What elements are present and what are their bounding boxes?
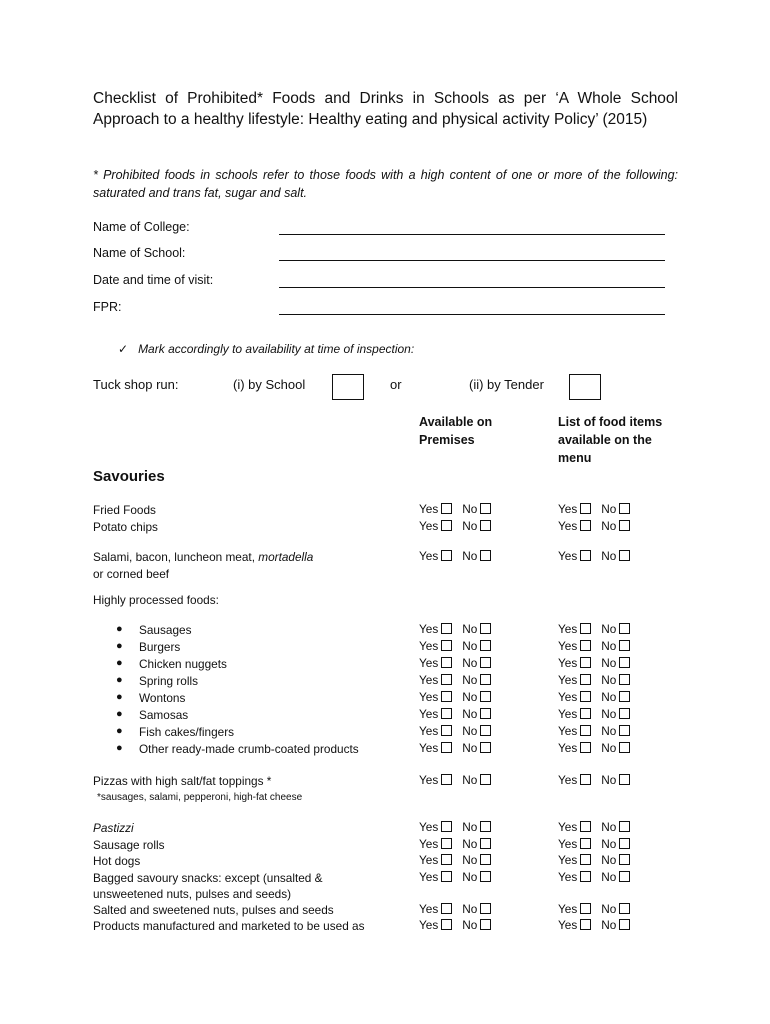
no-label: No: [462, 853, 478, 867]
no-label: No: [462, 820, 478, 834]
list-item: Other ready-made crumb-coated products: [139, 742, 359, 756]
yes-no-group-menu: [558, 622, 630, 636]
no-label: No: [601, 519, 617, 533]
yes-label: Yes: [419, 639, 439, 653]
yes-checkbox[interactable]: [580, 691, 591, 702]
yes-checkbox[interactable]: [580, 742, 591, 753]
yes-label: Yes: [419, 853, 439, 867]
no-checkbox[interactable]: [619, 854, 630, 865]
no-label: No: [601, 773, 617, 787]
no-checkbox[interactable]: [619, 640, 630, 651]
yes-no-group-available: [419, 853, 491, 867]
no-checkbox[interactable]: [619, 919, 630, 930]
fpr-input-line[interactable]: [279, 314, 665, 315]
yes-no-group-available: [419, 724, 491, 738]
field-label-fpr: FPR:: [93, 300, 122, 314]
yes-no-group-available: [419, 707, 491, 721]
row-footnote: *sausages, salami, pepperoni, high-fat cheese: [97, 792, 303, 803]
yes-no-group-menu: [558, 773, 630, 787]
bullet-icon: ●: [116, 623, 123, 635]
yes-label: Yes: [558, 639, 578, 653]
no-label: No: [462, 673, 478, 687]
no-label: No: [601, 820, 617, 834]
no-checkbox[interactable]: [619, 674, 630, 685]
no-checkbox[interactable]: [480, 691, 491, 702]
list-item: Samosas: [139, 708, 189, 722]
yes-label: Yes: [558, 673, 578, 687]
no-label: No: [462, 707, 478, 721]
yes-no-group-menu: [558, 549, 630, 563]
no-checkbox[interactable]: [619, 657, 630, 668]
yes-no-group-available: [419, 820, 491, 834]
list-item: Spring rolls: [139, 674, 199, 688]
no-label: No: [462, 656, 478, 670]
yes-checkbox[interactable]: [580, 871, 591, 882]
no-checkbox[interactable]: [480, 725, 491, 736]
yes-checkbox[interactable]: [580, 838, 591, 849]
row-label: Highly processed foods:: [93, 593, 219, 607]
yes-no-group-available: [419, 673, 491, 687]
yes-label: Yes: [419, 724, 439, 738]
yes-label: Yes: [419, 622, 439, 636]
no-label: No: [462, 549, 478, 563]
row-label: Sausage rolls: [93, 838, 165, 852]
bullet-icon: ●: [116, 674, 123, 686]
tuck-or-label: or: [390, 377, 402, 392]
no-label: No: [462, 519, 478, 533]
no-label: No: [601, 673, 617, 687]
yes-checkbox[interactable]: [441, 774, 452, 785]
yes-no-group-menu: [558, 639, 630, 653]
row-label: Bagged savoury snacks: except (unsalted &: [93, 871, 323, 885]
row-label: Pizzas with high salt/fat toppings *: [93, 774, 272, 788]
column-header-available: Available on Premises: [419, 415, 493, 447]
list-item: Sausages: [139, 623, 192, 637]
no-label: No: [601, 690, 617, 704]
yes-no-group-menu: [558, 853, 630, 867]
no-label: No: [601, 837, 617, 851]
no-checkbox[interactable]: [480, 674, 491, 685]
field-label-college: Name of College:: [93, 220, 190, 234]
row-label: Hot dogs: [93, 854, 141, 868]
yes-label: Yes: [419, 549, 439, 563]
yes-label: Yes: [558, 707, 578, 721]
yes-no-group-available: [419, 639, 491, 653]
yes-label: Yes: [558, 724, 578, 738]
no-label: No: [462, 724, 478, 738]
checkmark-icon: ✓: [118, 342, 129, 356]
yes-checkbox[interactable]: [441, 871, 452, 882]
yes-checkbox[interactable]: [580, 674, 591, 685]
yes-no-group-menu: [558, 918, 630, 932]
bullet-icon: ●: [116, 640, 123, 652]
no-checkbox[interactable]: [480, 854, 491, 865]
yes-no-group-available: [419, 902, 491, 916]
no-label: No: [601, 902, 617, 916]
yes-no-group-available: [419, 656, 491, 670]
no-checkbox[interactable]: [619, 708, 630, 719]
yes-checkbox[interactable]: [441, 708, 452, 719]
college-input-line[interactable]: [279, 234, 665, 235]
prohibited-note: * Prohibited foods in schools refer to those foods with a high content of one or more of the following: saturated and trans fat, sugar and salt.: [93, 168, 678, 200]
bullet-icon: ●: [116, 657, 123, 669]
yes-no-group-available: [419, 519, 491, 533]
no-checkbox[interactable]: [480, 503, 491, 514]
yes-checkbox[interactable]: [441, 919, 452, 930]
no-checkbox[interactable]: [619, 903, 630, 914]
row-label: Salted and sweetened nuts, pulses and seeds: [93, 903, 334, 917]
no-label: No: [601, 622, 617, 636]
yes-label: Yes: [558, 741, 578, 755]
yes-no-group-menu: [558, 870, 630, 884]
yes-checkbox[interactable]: [580, 640, 591, 651]
yes-checkbox[interactable]: [580, 854, 591, 865]
yes-label: Yes: [419, 773, 439, 787]
yes-label: Yes: [419, 837, 439, 851]
no-checkbox[interactable]: [619, 520, 630, 531]
yes-checkbox[interactable]: [580, 903, 591, 914]
yes-label: Yes: [419, 918, 439, 932]
list-item: Burgers: [139, 640, 181, 654]
yes-no-group-menu: [558, 902, 630, 916]
yes-checkbox[interactable]: [441, 520, 452, 531]
no-checkbox[interactable]: [619, 725, 630, 736]
no-checkbox[interactable]: [480, 520, 491, 531]
row-label: Pastizzi: [93, 821, 134, 835]
tuck-tender-checkbox[interactable]: [569, 374, 601, 400]
no-checkbox[interactable]: [480, 774, 491, 785]
school-input-line[interactable]: [279, 260, 665, 261]
no-checkbox[interactable]: [480, 838, 491, 849]
tuck-shop-label: Tuck shop run:: [93, 377, 179, 392]
yes-checkbox[interactable]: [580, 708, 591, 719]
yes-checkbox[interactable]: [441, 691, 452, 702]
yes-no-group-menu: [558, 724, 630, 738]
yes-no-group-menu: [558, 656, 630, 670]
yes-label: Yes: [558, 773, 578, 787]
yes-checkbox[interactable]: [441, 903, 452, 914]
no-label: No: [601, 549, 617, 563]
yes-label: Yes: [419, 707, 439, 721]
no-label: No: [462, 622, 478, 636]
no-checkbox[interactable]: [619, 774, 630, 785]
yes-label: Yes: [419, 673, 439, 687]
yes-checkbox[interactable]: [580, 725, 591, 736]
yes-checkbox[interactable]: [580, 774, 591, 785]
yes-label: Yes: [558, 519, 578, 533]
yes-label: Yes: [419, 820, 439, 834]
yes-no-group-available: [419, 622, 491, 636]
yes-label: Yes: [419, 741, 439, 755]
no-label: No: [601, 741, 617, 755]
yes-no-group-menu: [558, 502, 630, 516]
yes-checkbox[interactable]: [441, 657, 452, 668]
bullet-icon: ●: [116, 708, 123, 720]
row-label: Products manufactured and marketed to be used as: [93, 919, 365, 933]
no-label: No: [601, 870, 617, 884]
yes-checkbox[interactable]: [580, 623, 591, 634]
yes-no-group-available: [419, 773, 491, 787]
yes-no-group-available: [419, 837, 491, 851]
list-item: Wontons: [139, 691, 186, 705]
yes-no-group-menu: [558, 741, 630, 755]
no-checkbox[interactable]: [480, 708, 491, 719]
row-label: or corned beef: [93, 567, 170, 581]
yes-label: Yes: [419, 690, 439, 704]
no-label: No: [601, 918, 617, 932]
no-checkbox[interactable]: [480, 550, 491, 561]
row-label: Fried Foods: [93, 503, 156, 517]
tuck-option-school: (i) by School: [233, 377, 306, 392]
mark-instruction-text: Mark accordingly to availability at time of inspection:: [138, 342, 415, 356]
yes-label: Yes: [558, 656, 578, 670]
yes-checkbox[interactable]: [441, 821, 452, 832]
row-label: unsweetened nuts, pulses and seeds): [93, 887, 292, 901]
no-checkbox[interactable]: [619, 871, 630, 882]
yes-checkbox[interactable]: [580, 503, 591, 514]
yes-no-group-menu: [558, 519, 630, 533]
no-checkbox[interactable]: [480, 903, 491, 914]
yes-label: Yes: [558, 502, 578, 516]
no-label: No: [462, 902, 478, 916]
mark-instruction: [118, 342, 414, 356]
no-label: No: [462, 690, 478, 704]
list-item: Chicken nuggets: [139, 657, 227, 671]
yes-checkbox[interactable]: [441, 838, 452, 849]
yes-checkbox[interactable]: [580, 919, 591, 930]
bullet-icon: ●: [116, 691, 123, 703]
yes-label: Yes: [419, 502, 439, 516]
no-checkbox[interactable]: [619, 550, 630, 561]
page-title: Checklist of Prohibited* Foods and Drinks in Schools as per ‘A Whole School Approach to a healthy lifestyle: Healthy eating and physical activity Policy’ (2015): [93, 90, 678, 128]
no-checkbox[interactable]: [619, 503, 630, 514]
section-title-savouries: Savouries: [93, 468, 165, 485]
no-checkbox[interactable]: [480, 871, 491, 882]
no-checkbox[interactable]: [619, 691, 630, 702]
no-label: No: [462, 837, 478, 851]
yes-no-group-available: [419, 502, 491, 516]
yes-no-group-available: [419, 741, 491, 755]
yes-no-group-menu: [558, 673, 630, 687]
no-checkbox[interactable]: [619, 821, 630, 832]
no-checkbox[interactable]: [480, 623, 491, 634]
yes-label: Yes: [558, 549, 578, 563]
no-label: No: [601, 724, 617, 738]
yes-no-group-available: [419, 690, 491, 704]
no-label: No: [601, 656, 617, 670]
yes-label: Yes: [558, 918, 578, 932]
yes-label: Yes: [419, 902, 439, 916]
no-label: No: [601, 502, 617, 516]
yes-no-group-menu: [558, 837, 630, 851]
yes-label: Yes: [558, 902, 578, 916]
no-checkbox[interactable]: [480, 821, 491, 832]
no-label: No: [601, 853, 617, 867]
tuck-option-tender: (ii) by Tender: [469, 377, 544, 392]
yes-checkbox[interactable]: [580, 657, 591, 668]
no-checkbox[interactable]: [480, 919, 491, 930]
yes-checkbox[interactable]: [441, 674, 452, 685]
no-checkbox[interactable]: [619, 838, 630, 849]
no-checkbox[interactable]: [480, 742, 491, 753]
no-label: No: [462, 918, 478, 932]
yes-no-group-available: [419, 870, 491, 884]
yes-checkbox[interactable]: [441, 742, 452, 753]
yes-label: Yes: [419, 656, 439, 670]
no-label: No: [601, 639, 617, 653]
yes-checkbox[interactable]: [441, 623, 452, 634]
yes-checkbox[interactable]: [580, 520, 591, 531]
yes-label: Yes: [558, 820, 578, 834]
no-label: No: [462, 741, 478, 755]
yes-label: Yes: [558, 622, 578, 636]
yes-checkbox[interactable]: [580, 550, 591, 561]
field-label-date: Date and time of visit:: [93, 273, 214, 287]
no-label: No: [462, 639, 478, 653]
field-label-school: Name of School:: [93, 246, 186, 260]
yes-no-group-available: [419, 549, 491, 563]
yes-label: Yes: [419, 870, 439, 884]
yes-checkbox[interactable]: [580, 821, 591, 832]
no-label: No: [462, 870, 478, 884]
column-header-menu: List of food items available on the menu: [558, 415, 663, 465]
yes-no-group-menu: [558, 690, 630, 704]
no-checkbox[interactable]: [619, 623, 630, 634]
yes-checkbox[interactable]: [441, 550, 452, 561]
no-checkbox[interactable]: [619, 742, 630, 753]
yes-checkbox[interactable]: [441, 854, 452, 865]
yes-label: Yes: [419, 519, 439, 533]
yes-label: Yes: [558, 690, 578, 704]
yes-label: Yes: [558, 837, 578, 851]
tuck-school-checkbox[interactable]: [332, 374, 364, 400]
no-label: No: [462, 502, 478, 516]
yes-no-group-available: [419, 918, 491, 932]
yes-label: Yes: [558, 853, 578, 867]
bullet-icon: ●: [116, 725, 123, 737]
yes-checkbox[interactable]: [441, 503, 452, 514]
yes-no-group-menu: [558, 707, 630, 721]
bullet-icon: ●: [116, 742, 123, 754]
row-label: Salami, bacon, luncheon meat, mortadella: [93, 550, 314, 564]
row-label: Potato chips: [93, 520, 158, 534]
no-checkbox[interactable]: [480, 640, 491, 651]
no-checkbox[interactable]: [480, 657, 491, 668]
list-item: Fish cakes/fingers: [139, 725, 235, 739]
no-label: No: [462, 773, 478, 787]
yes-label: Yes: [558, 870, 578, 884]
yes-no-group-menu: [558, 820, 630, 834]
yes-checkbox[interactable]: [441, 725, 452, 736]
no-label: No: [601, 707, 617, 721]
yes-checkbox[interactable]: [441, 640, 452, 651]
date-input-line[interactable]: [279, 287, 665, 288]
